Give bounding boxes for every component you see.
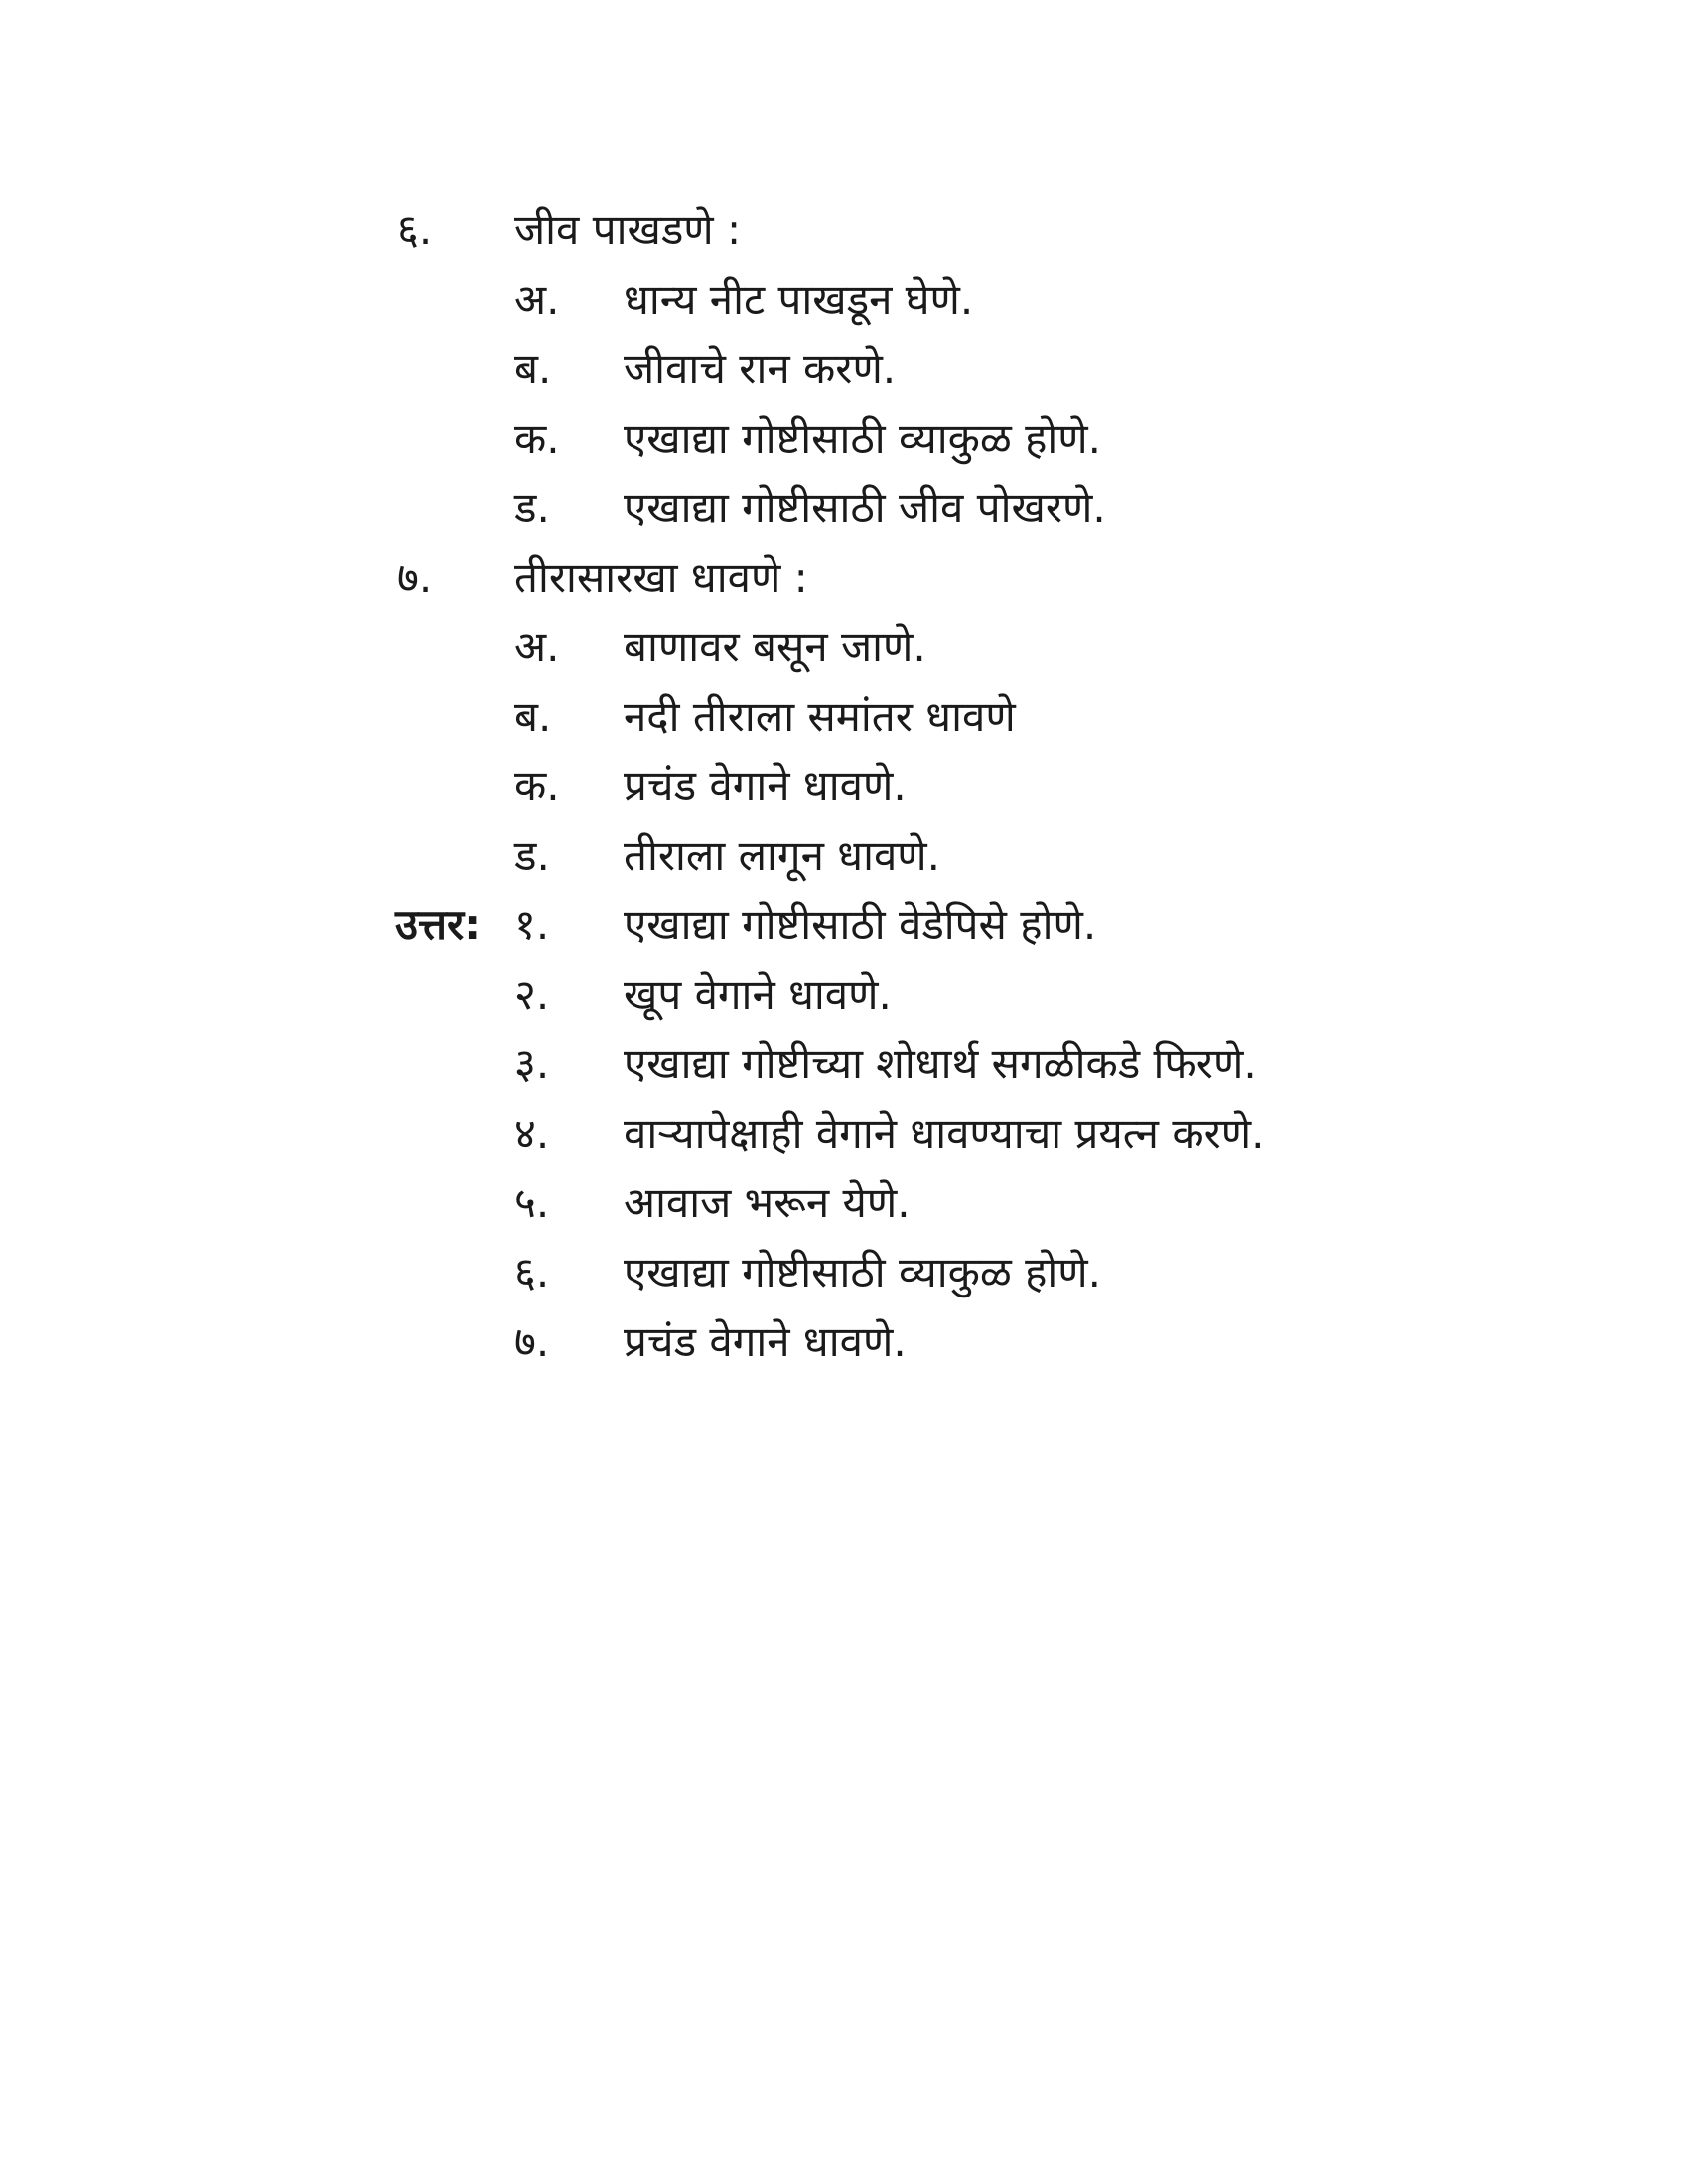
option-label: ड.	[514, 483, 550, 532]
answer-number: ५.	[514, 1178, 550, 1227]
option-text: बाणावर बसून जाणे.	[624, 622, 926, 671]
option-text: प्रचंड वेगाने धावणे.	[624, 761, 907, 810]
answer-text: एखाद्या गोष्टीसाठी व्याकुळ होणे.	[624, 1248, 1102, 1297]
option-label: ब.	[514, 344, 552, 393]
option-text: जीवाचे रान करणे.	[624, 344, 897, 393]
option-text: एखाद्या गोष्टीसाठी व्याकुळ होणे.	[624, 414, 1102, 463]
option-text: धान्य नीट पाखडून घेणे.	[624, 275, 974, 324]
answer-number: ७.	[514, 1317, 550, 1366]
option-text: एखाद्या गोष्टीसाठी जीव पोखरणे.	[624, 483, 1106, 532]
option-label: अ.	[514, 622, 560, 671]
option-label: ब.	[514, 692, 552, 741]
answer-number: ६.	[514, 1248, 550, 1297]
answer-text: एखाद्या गोष्टीच्या शोधार्थ सगळीकडे फिरणे.	[624, 1039, 1257, 1088]
answer-text: प्रचंड वेगाने धावणे.	[624, 1317, 907, 1366]
option-text: तीराला लागून धावणे.	[624, 831, 941, 880]
answer-number: १.	[514, 900, 550, 949]
question-phrase: जीव पाखडणे :	[514, 205, 742, 254]
option-label: अ.	[514, 275, 560, 324]
question-number: ७.	[397, 553, 433, 602]
option-label: क.	[514, 761, 560, 810]
question-number: ६.	[397, 205, 433, 254]
question-phrase: तीरासारखा धावणे :	[514, 553, 808, 602]
answers-heading: उत्तर:	[395, 900, 482, 949]
answer-text: एखाद्या गोष्टीसाठी वेडेपिसे होणे.	[624, 900, 1097, 949]
option-label: क.	[514, 414, 560, 463]
answer-text: खूप वेगाने धावणे.	[624, 970, 892, 1019]
answer-number: ४.	[514, 1109, 550, 1158]
option-text: नदी तीराला समांतर धावणे	[624, 692, 1016, 741]
answer-text: आवाज भरून येणे.	[624, 1178, 911, 1227]
answer-number: ३.	[514, 1039, 550, 1088]
option-label: ड.	[514, 831, 550, 880]
answer-number: २.	[514, 970, 550, 1019]
answer-text: वाऱ्यापेक्षाही वेगाने धावण्याचा प्रयत्न करणे.	[624, 1109, 1265, 1158]
